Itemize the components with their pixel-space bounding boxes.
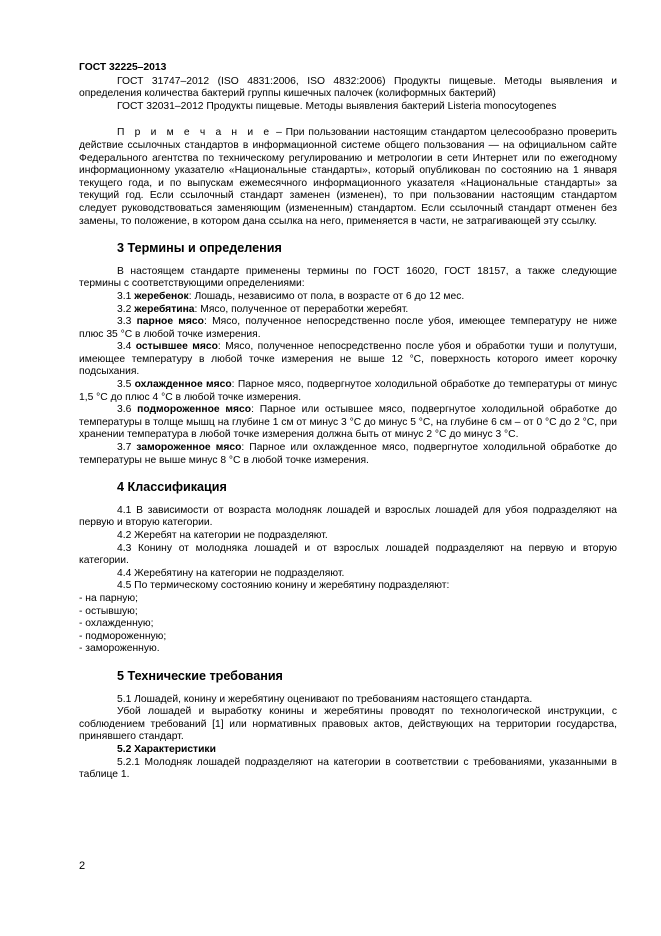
reference-gost-31747: ГОСТ 31747–2012 (ISO 4831:2006, ISO 4832:2006) Продукты пищевые. Методы выявления и определения количества бактерий группы кишечных палочек (колиформных бактерий): [79, 75, 617, 100]
para-4-4: 4.4 Жеребятину на категории не подразделяют.: [117, 567, 345, 579]
page-number: 2: [79, 860, 86, 872]
para-4-3: 4.3 Конину от молодняка лошадей и от взрослых лошадей подразделяют на первую и вторую категории.: [79, 542, 617, 567]
term-3-3: 3.3 парное мясо: Мясо, полученное непосредственно после убоя, имеющее температуру не ниже плюс 35 °С в любой точке измерения.: [79, 316, 617, 340]
term-name: жеребятина: [134, 303, 195, 315]
list-item: - остывшую;: [79, 605, 138, 617]
section-4-title: 4 Классификация: [117, 480, 227, 495]
para-4-2: 4.2 Жеребят на категории не подразделяют.: [117, 530, 328, 541]
term-3-5: 3.5 охлажденное мясо: Парное мясо, подвергнутое холодильной обработке до температуры от минус 1,5 °С до плюс 4 °С в любой точке измерения.: [79, 379, 617, 403]
term-3-1: 3.1 жеребенок: Лошадь, независимо от пола, в возрасте от 6 до 12 мес.: [117, 290, 465, 302]
list-item: - подмороженную;: [79, 630, 167, 642]
para-5-2-1: 5.2.1 Молодняк лошадей подразделяют на категории в соответствии с требованиями, указанными в таблице 1.: [79, 756, 617, 781]
term-name: парное мясо: [136, 316, 204, 328]
section-3-intro: В настоящем стандарте применены термины по ГОСТ 16020, ГОСТ 18157, а также следующие термины с соответствующими определениями:: [79, 265, 617, 290]
para-4-1: 4.1 В зависимости от возраста молодняк лошадей и взрослых лошадей для убоя подразделяют на первую и вторую категории.: [79, 504, 617, 529]
list-item: - на парную;: [79, 592, 139, 604]
para-4-5: 4.5 По термическому состоянию конину и жеребятину подразделяют:: [117, 580, 450, 592]
section-3-title: 3 Термины и определения: [117, 241, 282, 256]
term-name: подмороженное мясо: [137, 404, 252, 416]
list-item: - охлажденную;: [79, 618, 154, 630]
note-text: – При пользовании настоящим стандартом целесообразно проверить действие ссылочных стандартов в информационной системе общего пользования — на официальном сайте Федерального агентства по техническому регулированию и метрологии в сети Интернет или по ежегодному информационному указателю «Национальные стандарты», который опубликован по состоянию на 1 января текущего года, и по выпускам ежемесячного информационного указателя «Национальные стандарты» за текущий год. Если ссылочный стандарт заменен (изменен), то при пользовании настоящим стандартом следует руководствоваться заменяющим (измененным) стандартом. Если ссылочный стандарт отменен без замены, то положение, в котором дана ссылка на него, применяется в части, не затрагивающей эту ссылку.: [79, 127, 617, 227]
term-name: охлажденное мясо: [134, 379, 232, 391]
list-item: - замороженную.: [79, 643, 160, 655]
term-3-2: 3.2 жеребятина: Мясо, полученное от переработки жеребят.: [117, 303, 409, 315]
term-name: замороженное мясо: [136, 442, 242, 454]
section-5-title: 5 Технические требования: [117, 668, 283, 683]
term-3-6: 3.6 подмороженное мясо: Парное или остывшее мясо, подвергнутое холодильной обработке до температуры в толще мышц на глубине 1 см от минус 3 °С до минус 5 °С, на глубине 6 см – от 0 °С до 2 °С, при хранении температура в любой точке измерения должна быть от минус 2 °С до минус 3 °С.: [79, 404, 617, 441]
term-3-7: 3.7 замороженное мясо: Парное или охлажденное мясо, подвергнутое холодильной обработке до температуры не выше минус 8 °С в любой точке измерения.: [79, 442, 617, 466]
subsection-5-2-title: 5.2 Характеристики: [117, 743, 216, 755]
para-5-1-b: Убой лошадей и выработку конины и жеребятины проводят по технологической инструкции, с соблюдением требований [1] или нормативных правовых актов, действующих на территории государства, принявшего стандарт.: [79, 706, 617, 743]
term-name: жеребенок: [134, 290, 189, 302]
note-paragraph: [79, 127, 617, 228]
document-header: ГОСТ 32225–2013: [79, 62, 167, 73]
reference-gost-32031: ГОСТ 32031–2012 Продукты пищевые. Методы выявления бактерий Listeria monocytogenes: [117, 100, 557, 112]
document-page: [79, 62, 617, 782]
term-name: остывшее мясо: [135, 341, 218, 353]
para-5-1: 5.1 Лошадей, конину и жеребятину оценивают по требованиям настоящего стандарта.: [117, 693, 533, 705]
note-label: П р и м е ч а н и е: [117, 127, 273, 139]
term-3-4: 3.4 остывшее мясо: Мясо, полученное непосредственно после убоя и обработки туши и полутуши, имеющее температуру в любой точке измерения не выше 12 °С, поверхность которого имеет корочку подсыхания.: [79, 341, 617, 378]
